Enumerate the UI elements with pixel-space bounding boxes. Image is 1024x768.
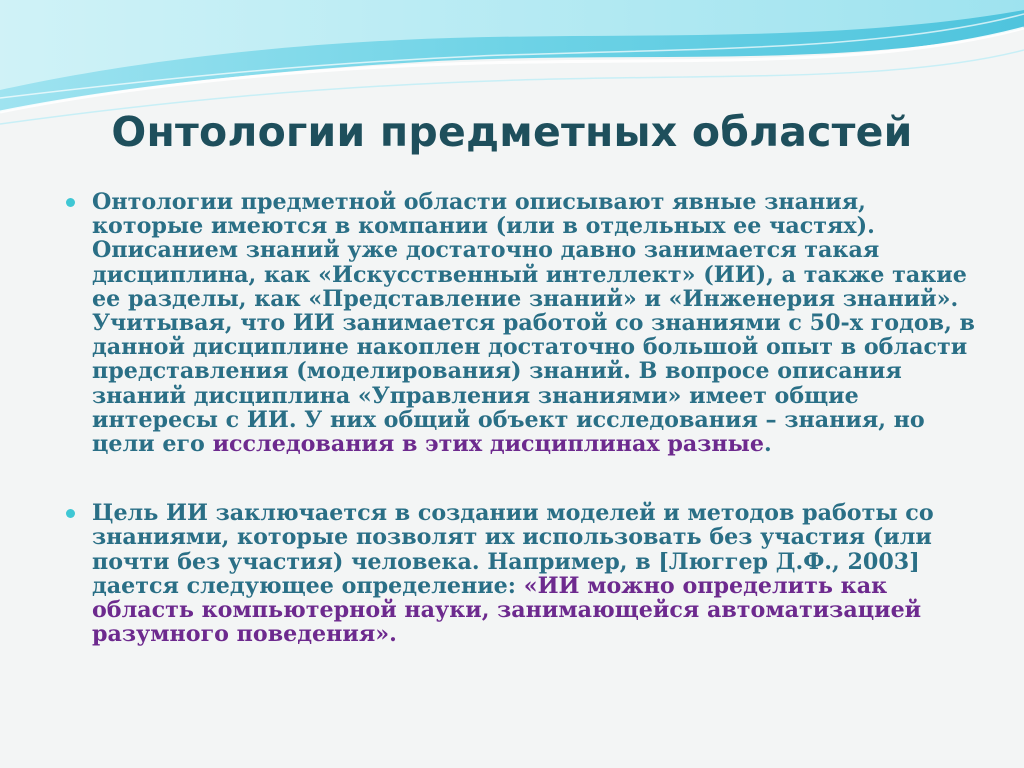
bullet-text: Цель ИИ заключается в создании моделей и методов работы со знаниями, которые позволят их использовать без участия (или почти без участия) человека. Например, в [Люггер Д.Ф., 2003] дается следующее определение: [92, 500, 934, 599]
bullet-dot-icon [66, 198, 75, 207]
bullet-highlight: «ИИ можно определить как область компьютерной науки, занимающейся автоматизацией разумного поведения». [92, 572, 922, 648]
bullet-dot-icon [66, 509, 75, 518]
slide-content [62, 190, 982, 691]
slide-title: Онтологии предметных областей [111, 108, 913, 156]
bullet-item-1 [62, 190, 982, 456]
bullet-highlight: исследования в этих дисциплинах разные [212, 431, 764, 458]
bullet-item-2 [62, 501, 982, 646]
bullet-tail: . [763, 431, 772, 458]
bullet-text: Онтологии предметной области описывают явные знания, которые имеются в компании (или в отдельных ее частях). Описанием знаний уже достаточно давно занимается такая дисциплина, как «Искусственный интеллект» (ИИ), а также такие ее разделы, как «Представление знаний» и «Инженерия знаний». Учитывая, что ИИ занимается работой со знаниями с 50-х годов, в данной дисциплине накоплен достаточно большой опыт в области представления (моделирования) знаний. В вопросе описания знаний дисциплина «Управления знаниями» имеет общие интересы с ИИ. У них общий объект исследования – знания, но цели его [92, 189, 975, 458]
